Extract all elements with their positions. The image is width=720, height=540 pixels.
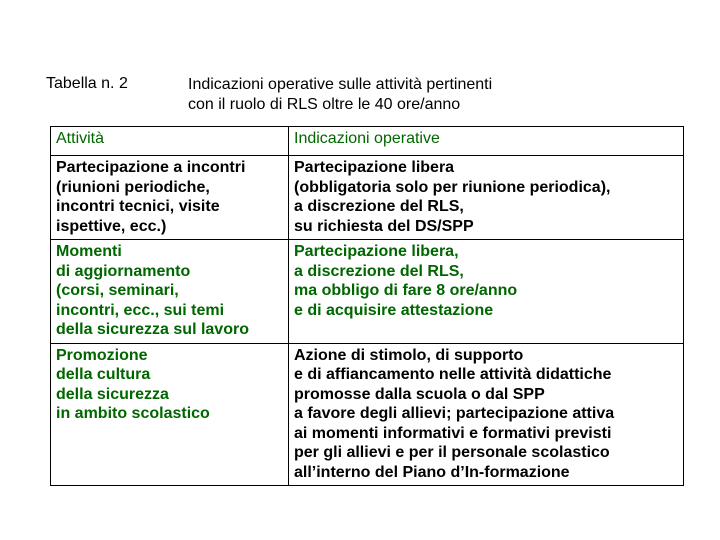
table-header-row (51, 127, 684, 156)
indication-cell (289, 343, 684, 486)
activity-cell (51, 240, 289, 344)
cell-line: all’interno del Piano d’In-formazione (294, 463, 570, 481)
cell-line: su richiesta del DS/SPP (294, 217, 474, 235)
cell-line: della cultura (56, 366, 151, 383)
cell-line: Partecipazione libera (294, 159, 455, 176)
indication-cell (289, 156, 684, 240)
cell-line: ai momenti informativi e formativi previsti (294, 424, 612, 442)
header-activity: Attività (51, 127, 289, 156)
header-indications: Indicazioni operative (289, 127, 684, 156)
cell-line: in ambito scolastico (56, 405, 210, 422)
cell-line: e di affiancamento nelle attività didattiche (294, 366, 612, 383)
activity-cell (51, 156, 289, 240)
title-line: Indicazioni operative sulle attività pertinenti (188, 76, 493, 93)
cell-line: incontri, ecc., sui temi (56, 301, 225, 319)
cell-line: (corsi, seminari, (56, 282, 179, 299)
cell-line: incontri tecnici, visite (56, 198, 220, 215)
cell-line: Partecipazione a incontri (56, 159, 246, 176)
cell-line: di aggiornamento (56, 262, 191, 280)
cell-line: a discrezione del RLS, (294, 198, 464, 215)
table-row (51, 156, 684, 240)
cell-line: ispettive, ecc.) (56, 217, 167, 235)
cell-line: (obbligatoria solo per riunione periodica), (294, 178, 611, 196)
cell-line: Promozione (56, 346, 148, 364)
cell-line: a discrezione del RLS, (294, 262, 464, 280)
title-line: con il ruolo di RLS oltre le 40 ore/anno (188, 96, 461, 113)
table-row (51, 240, 684, 344)
cell-line: della sicurezza sul lavoro (56, 321, 249, 338)
cell-line: promosse dalla scuola o dal SPP (294, 385, 545, 403)
cell-line: Partecipazione libera, (294, 243, 459, 260)
indication-cell (289, 240, 684, 344)
table-title (188, 75, 492, 115)
cell-line: Azione di stimolo, di supporto (294, 346, 524, 364)
cell-line: Momenti (56, 243, 122, 260)
cell-line: ma obbligo di fare 8 ore/anno (294, 282, 518, 299)
cell-line: della sicurezza (56, 385, 169, 403)
activity-cell (51, 343, 289, 486)
cell-line: e di acquisire attestazione (294, 301, 494, 319)
activities-table (50, 126, 684, 486)
table-row (51, 343, 684, 486)
cell-line: a favore degli allievi; partecipazione attiva (294, 405, 615, 422)
cell-line: per gli allievi e per il personale scolastico (294, 444, 610, 461)
cell-line: (riunioni periodiche, (56, 178, 210, 196)
table-number-label: Tabella n. 2 (46, 75, 128, 92)
